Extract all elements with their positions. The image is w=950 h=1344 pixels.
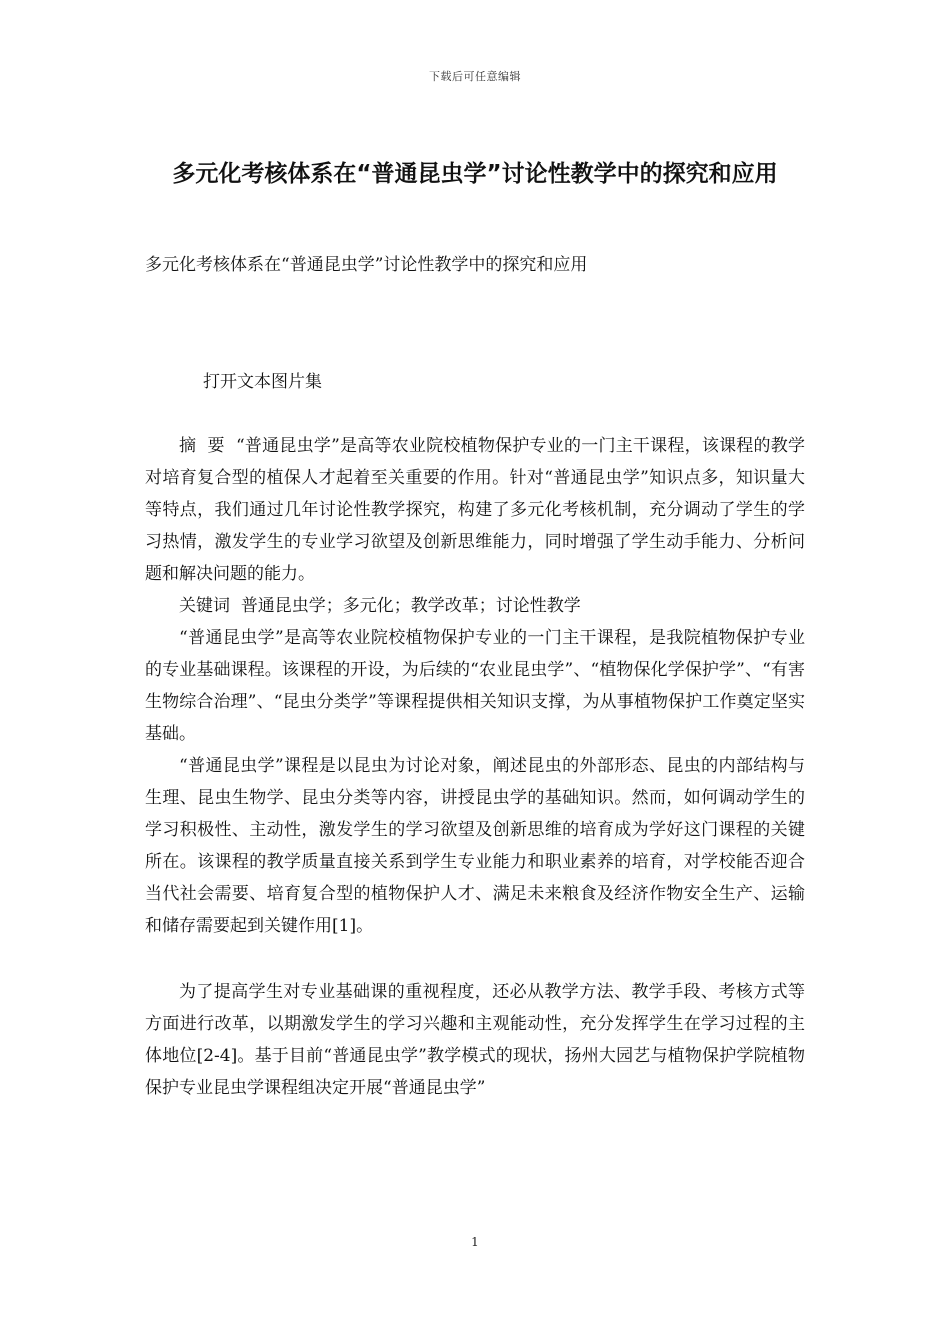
abstract-label: 摘 要 [179,436,225,456]
document-title: 多元化考核体系在“普通昆虫学”讨论性教学中的探究和应用 [172,161,778,187]
document-body [145,430,805,1104]
abstract-text: “普通昆虫学”是高等农业院校植物保护专业的一门主干课程，该课程的教学对培育复合型的植保人才起着至关重要的作用。针对“普通昆虫学”知识点多，知识量大等特点，我们通过几年讨论性教学探究，构建了多元化考核机制，充分调动了学生的学习热情，激发学生的专业学习欲望及创新思维能力，同时增强了学生动手能力、分析问题和解决问题的能力。 [145,436,805,584]
keywords-label: 关键词 [179,596,230,616]
keywords-paragraph [145,590,805,622]
document-subtitle: 多元化考核体系在“普通昆虫学”讨论性教学中的探究和应用 [145,255,588,275]
keywords-text: 普通昆虫学；多元化；教学改革；讨论性教学 [240,596,581,616]
body-paragraph: “普通昆虫学”课程是以昆虫为讨论对象，阐述昆虫的外部形态、昆虫的内部结构与生理、昆虫生物学、昆虫分类等内容，讲授昆虫学的基础知识。然而，如何调动学生的学习积极性、主动性，激发学生的学习欲望及创新思维的培育成为学好这门课程的关键所在。该课程的教学质量直接关系到学生专业能力和职业素养的培育，对学校能否迎合当代社会需要、培育复合型的植物保护人才、满足未来粮食及经济作物安全生产、运输和储存需要起到关键作用[1]。 [145,756,805,936]
header-note: 下载后可任意编辑 [429,70,521,83]
page-number: 1 [471,1235,479,1249]
body-paragraph: 为了提高学生对专业基础课的重视程度，还必从教学方法、教学手段、考核方式等方面进行改革，以期激发学生的学习兴趣和主观能动性，充分发挥学生在学习过程的主体地位[2-4]。基于目前“普通昆虫学”教学模式的现状，扬州大园艺与植物保护学院植物保护专业昆虫学课程组决定开展“普通昆虫学” [145,982,805,1098]
abstract-paragraph [145,430,805,590]
body-paragraph: “普通昆虫学”是高等农业院校植物保护专业的一门主干课程，是我院植物保护专业的专业基础课程。该课程的开设，为后续的“农业昆虫学”、“植物保化学保护学”、“有害生物综合治理”、“昆虫分类学”等课程提供相关知识支撑，为从事植物保护工作奠定坚实基础。 [145,628,805,744]
open-image-gallery-link[interactable]: 打开文本图片集 [203,372,322,392]
